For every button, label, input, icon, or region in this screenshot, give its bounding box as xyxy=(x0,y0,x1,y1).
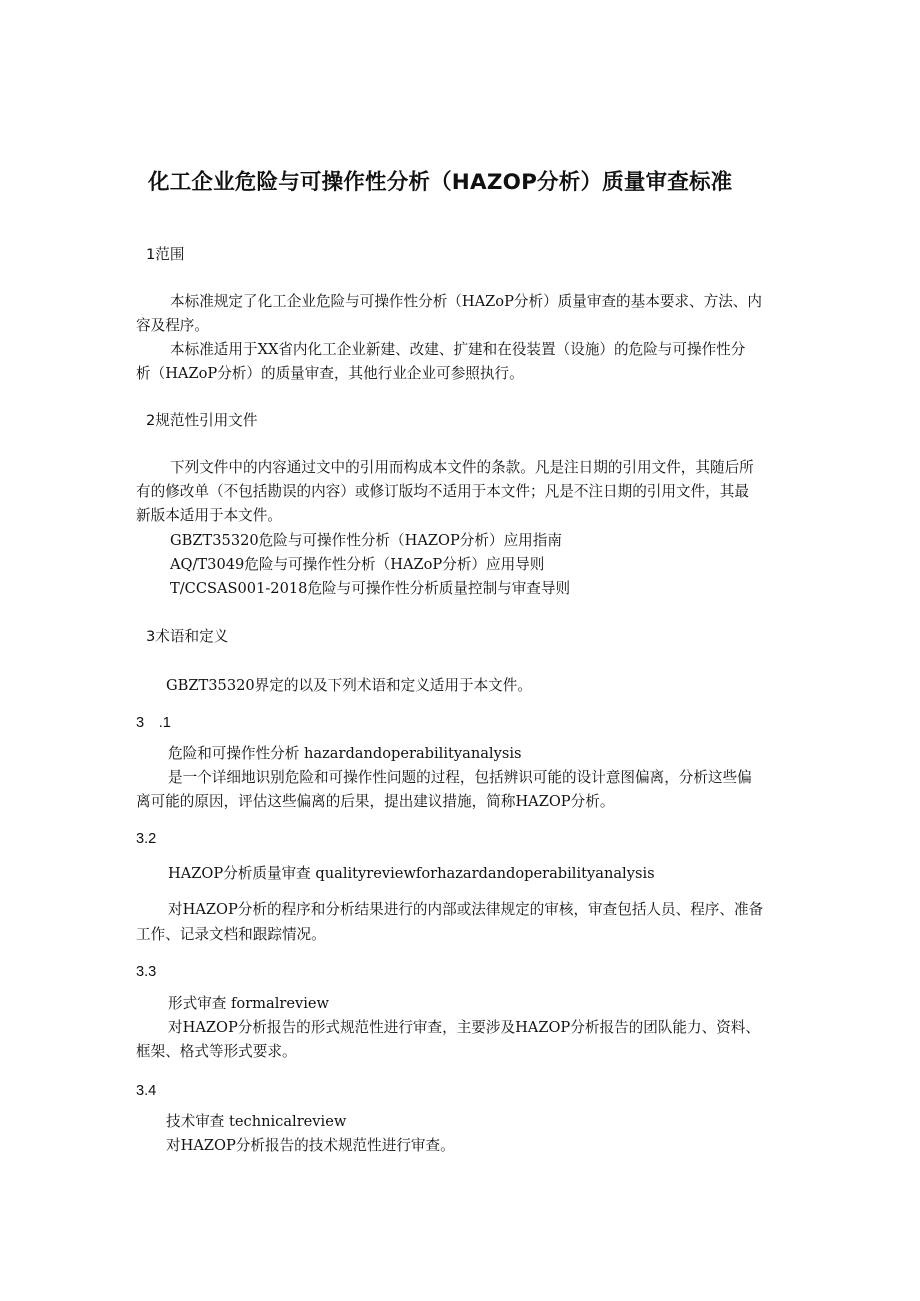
reference-item: AQ/T3049危险与可操作性分析（HAZoP分析）应用导则 xyxy=(170,556,545,573)
term-definition-line-2: 框架、格式等形式要求。 xyxy=(136,1043,297,1060)
term-number: 3.4 xyxy=(136,1083,157,1099)
section-heading-terms: 3术语和定义 xyxy=(146,628,229,645)
scope-paragraph-1-line-2: 容及程序。 xyxy=(136,317,209,334)
references-paragraph-line-1: 下列文件中的内容通过文中的引用而构成本文件的条款。凡是注日期的引用文件，其随后所 xyxy=(170,459,754,476)
scope-paragraph-1-line-1: 本标准规定了化工企业危险与可操作性分析（HAZoP分析）质量审查的基本要求、方法、内 xyxy=(170,293,762,310)
reference-item: GBZT35320危险与可操作性分析（HAZOP分析）应用指南 xyxy=(170,532,562,549)
term-name: 危险和可操作性分析 hazardandoperabilityanalysis xyxy=(168,745,522,762)
terms-intro: GBZT35320界定的以及下列术语和定义适用于本文件。 xyxy=(166,677,532,694)
term-definition-line-1: 对HAZOP分析报告的技术规范性进行审查。 xyxy=(166,1137,455,1154)
section-heading-references: 2规范性引用文件 xyxy=(146,412,258,429)
document-title: 化工企业危险与可操作性分析（HAZOP分析）质量审查标准 xyxy=(148,170,733,195)
term-number: 3.3 xyxy=(136,964,157,980)
term-definition-line-1: 对HAZOP分析的程序和分析结果进行的内部或法律规定的审核，审查包括人员、程序、准备 xyxy=(168,901,764,918)
references-paragraph-line-2: 有的修改单（不包括勘误的内容）或修订版均不适用于本文件；凡是不注日期的引用文件，其最 xyxy=(136,483,749,500)
scope-paragraph-2-line-1: 本标准适用于XX省内化工企业新建、改建、扩建和在役装置（设施）的危险与可操作性分 xyxy=(170,341,746,358)
term-name: HAZOP分析质量审查 qualityreviewforhazardandoperabilityanalysis xyxy=(168,865,655,882)
references-paragraph-line-3: 新版本适用于本文件。 xyxy=(136,507,282,524)
term-number: 3.2 xyxy=(136,831,157,847)
term-definition-line-1: 对HAZOP分析报告的形式规范性进行审查，主要涉及HAZOP分析报告的团队能力、资料、 xyxy=(168,1019,760,1036)
term-name: 形式审查 formalreview xyxy=(168,995,330,1012)
section-heading-scope: 1范围 xyxy=(146,246,185,263)
term-number: 3 .1 xyxy=(136,715,171,731)
term-definition-line-2: 离可能的原因，评估这些偏离的后果，提出建议措施，简称HAZOP分析。 xyxy=(136,793,615,810)
term-definition-line-1: 是一个详细地识别危险和可操作性问题的过程，包括辨识可能的设计意图偏离，分析这些偏 xyxy=(168,769,752,786)
term-definition-line-2: 工作、记录文档和跟踪情况。 xyxy=(136,926,326,943)
term-name: 技术审查 technicalreview xyxy=(166,1113,347,1130)
scope-paragraph-2-line-2: 析（HAZoP分析）的质量审查，其他行业企业可参照执行。 xyxy=(136,365,524,382)
reference-item: T/CCSAS001-2018危险与可操作性分析质量控制与审查导则 xyxy=(170,580,571,597)
